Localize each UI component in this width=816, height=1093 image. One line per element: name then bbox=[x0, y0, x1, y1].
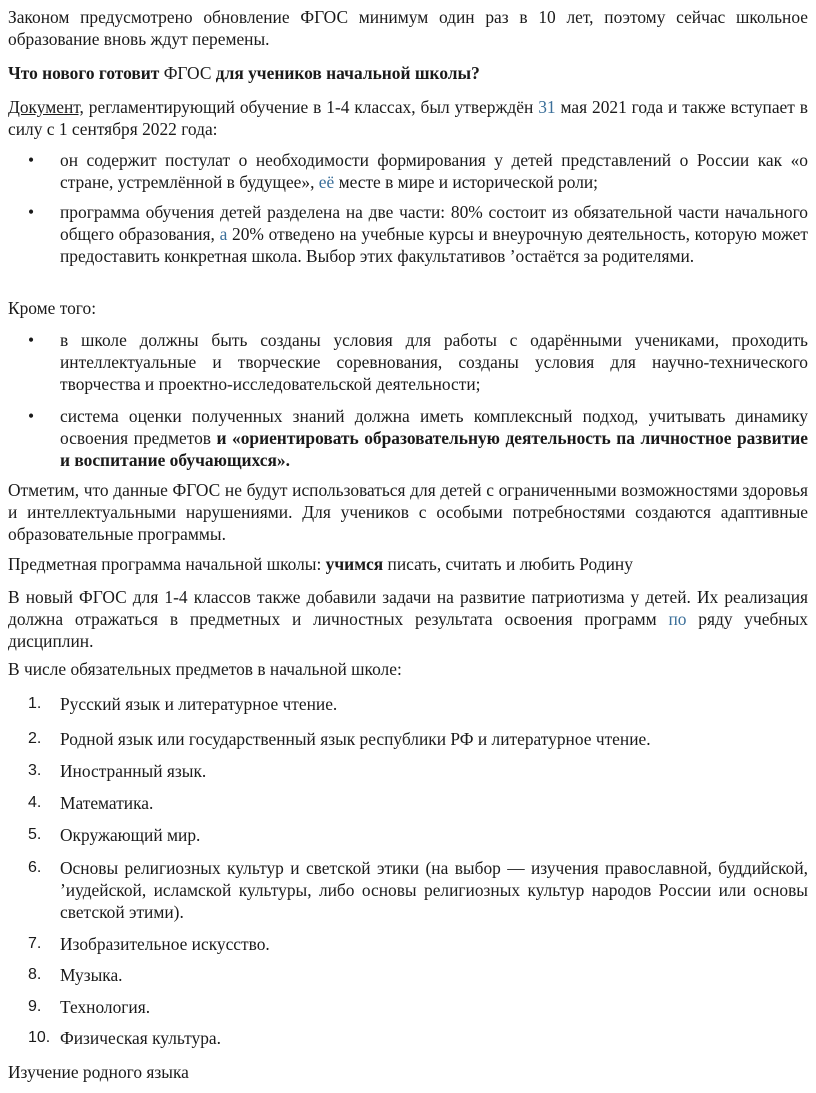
list-number: 4. bbox=[28, 794, 42, 811]
bullet-marker: • bbox=[28, 150, 35, 170]
list-number: 6. bbox=[28, 859, 42, 876]
date-day: 31 bbox=[538, 97, 556, 117]
list-number: 2. bbox=[28, 730, 42, 747]
list-text: Основы религиозных культур и светской этики (на выбор — изучения православной, буддийской, ’иудейской, исламской культуры, либо основы религиозных культур народов России или основы светской этими). bbox=[60, 858, 808, 922]
subject-program-bold: учимся bbox=[325, 554, 384, 574]
bullet-text bbox=[60, 201, 808, 267]
subject-program-text: писать, считать и любить Родину bbox=[383, 554, 633, 574]
section-heading bbox=[8, 62, 808, 84]
document-text-2: мая 2021 года и также вступает в силу с 1 сентября 2022 года: bbox=[8, 97, 808, 139]
list-text: Русский язык и литературное чтение. bbox=[60, 694, 338, 714]
list-text: Музыка. bbox=[60, 965, 123, 985]
bullet-marker: • bbox=[28, 406, 35, 426]
bullet-text-part: 20% отведено на учебные курсы и внеурочную деятельность, которую может предоставить конкретная школа. Выбор этих факультативов ’остаётся за родителями. bbox=[60, 224, 808, 266]
list-number: 3. bbox=[28, 762, 42, 779]
subject-program-text: Предметная программа начальной школы: bbox=[8, 554, 326, 574]
document-link[interactable]: Документ, bbox=[8, 97, 84, 117]
bullet-text-part: программа обучения детей разделена на две части: 80% состоит из обязательной части начального общего образования, bbox=[60, 202, 808, 244]
bullet-highlight: её bbox=[318, 172, 335, 192]
patriot-text: В новый ФГОС для 1-4 классов также добавили задачи на развитие патриотизма у детей. Их реализация должна отражаться в предметных и личностных результата освоения программ bbox=[8, 587, 808, 629]
bullet-text-part: месте в мире и исторической роли; bbox=[334, 172, 599, 192]
limited-paragraph: Отметим, что данные ФГОС не будут использоваться для детей с ограниченными возможностями здоровья и интеллектуальными нарушениями. Для учеников с особыми потребностями создаются адаптивные образовательные программы. bbox=[8, 480, 808, 544]
list-text: Изобразительное искусство. bbox=[60, 934, 270, 954]
besides-paragraph: Кроме того: bbox=[8, 298, 97, 318]
bullet-text bbox=[60, 405, 808, 471]
list-number: 7. bbox=[28, 935, 42, 952]
document-paragraph bbox=[8, 96, 808, 140]
document-text-1: регламентирующий обучение в 1-4 классах, был утверждён bbox=[83, 97, 539, 117]
intro-paragraph: Законом предусмотрено обновление ФГОС минимум один раз в 10 лет, поэтому сейчас школьное образование вновь ждут перемены. bbox=[8, 7, 808, 49]
bullet-highlight: а bbox=[219, 224, 228, 244]
heading-part-3: для учеников начальной школы? bbox=[215, 63, 480, 83]
list-number: 5. bbox=[28, 826, 42, 843]
mandatory-paragraph: В числе обязательных предметов в начальной школе: bbox=[8, 659, 402, 679]
bullet-marker: • bbox=[28, 330, 35, 350]
patriot-highlight: по bbox=[668, 609, 687, 629]
list-text: Физическая культура. bbox=[60, 1028, 221, 1048]
list-text: Иностранный язык. bbox=[60, 761, 207, 781]
heading-part-2: ФГОС bbox=[159, 63, 216, 83]
bullet-text: в школе должны быть созданы условия для работы с одарёнными учениками, проходить интеллектуальные и творческие соревнования, созданы условия для научно-технического творчества и проектно-исследовательской деятельности; bbox=[60, 330, 808, 394]
list-number: 1. bbox=[28, 695, 42, 712]
heading-part-1: Что нового готовит bbox=[8, 63, 160, 83]
patriot-paragraph bbox=[8, 586, 808, 652]
bullet-text bbox=[60, 149, 808, 193]
subject-program-paragraph bbox=[8, 553, 808, 575]
list-number: 8. bbox=[28, 966, 42, 983]
bullet-text-part: система оценки полученных знаний должна иметь комплексный подход, учитывать динамику освоения предметов bbox=[60, 406, 808, 448]
bullet-bold-text: и «ориентировать образовательную деятельность па личностное развитие и воспитание обучающихся». bbox=[60, 428, 808, 470]
bullet-text-part: он содержит постулат о необходимости формирования у детей представлений о России как «о стране, устремлённой в будущее», bbox=[60, 150, 808, 192]
bullet-marker: • bbox=[28, 202, 35, 222]
list-text: Окружающий мир. bbox=[60, 825, 201, 845]
list-text: Технология. bbox=[60, 997, 151, 1017]
patriot-text: ряду учебных дисциплин. bbox=[8, 609, 808, 651]
list-number: 10. bbox=[28, 1029, 51, 1046]
list-text: Родной язык или государственный язык республики РФ и литературное чтение. bbox=[60, 729, 651, 749]
native-language-heading: Изучение родного языка bbox=[8, 1062, 189, 1082]
list-text: Математика. bbox=[60, 793, 154, 813]
list-number: 9. bbox=[28, 998, 42, 1015]
